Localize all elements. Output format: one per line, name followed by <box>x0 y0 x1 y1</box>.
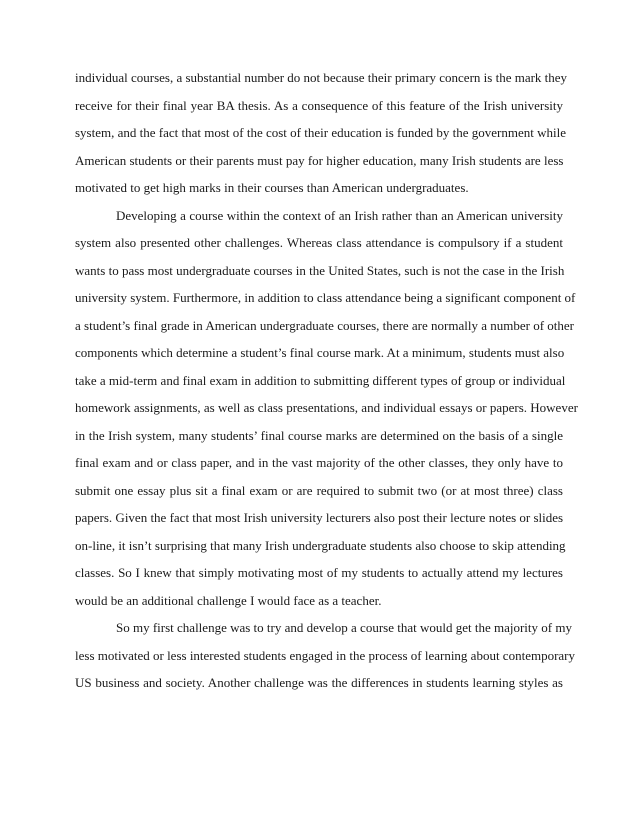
text-line: So my first challenge was to try and develop a course that would get the majority of my <box>116 620 572 635</box>
text-line: system also presented other challenges. Whereas class attendance is compulsory if a student <box>75 235 563 250</box>
text-line: in the Irish system, many students’ final course marks are determined on the basis of a single <box>75 427 563 443</box>
text-line: a student’s final grade in American undergraduate courses, there are normally a number of other <box>75 317 574 333</box>
text-line: components which determine a student’s final course mark. At a minimum, students must also <box>75 345 565 360</box>
text-line: would be an additional challenge I would face as a teacher. <box>75 592 382 608</box>
text-line: papers. Given the fact that most Irish university lecturers also post their lecture notes or slides <box>75 510 564 525</box>
text-line: American students or their parents must pay for higher education, many Irish students are less <box>75 152 564 168</box>
text-line: individual courses, a substantial number do not because their primary concern is the mark they <box>75 70 568 85</box>
text-line: motivated to get high marks in their courses than American undergraduates. <box>75 180 469 195</box>
text-line: less motivated or less interested students engaged in the process of learning about contemporary <box>75 647 575 663</box>
text-line: take a mid-term and final exam in addition to submitting different types of group or individual <box>75 372 566 388</box>
text-line: submit one essay plus sit a final exam or are required to submit two (or at most three) class <box>75 482 563 498</box>
text-line: US business and society. Another challenge was the differences in students learning styles as <box>75 675 563 690</box>
text-line: final exam and or class paper, and in the vast majority of the other classes, they only have to <box>75 455 563 470</box>
text-line: on-line, it isn’t surprising that many Irish undergraduate students also choose to skip attending <box>75 537 566 553</box>
text-line: university system. Furthermore, in addition to class attendance being a significant component of <box>75 290 576 305</box>
text-line: Developing a course within the context of an Irish rather than an American university <box>116 207 563 223</box>
text-line: homework assignments, as well as class presentations, and individual essays or papers. However <box>75 400 578 415</box>
text-line: receive for their final year BA thesis. As a consequence of this feature of the Irish university <box>75 97 563 113</box>
text-line: system, and the fact that most of the cost of their education is funded by the government while <box>75 125 566 140</box>
text-line: wants to pass most undergraduate courses in the United States, such is not the case in the Irish <box>75 262 565 278</box>
text-line: classes. So I knew that simply motivating most of my students to actually attend my lectures <box>75 565 563 580</box>
